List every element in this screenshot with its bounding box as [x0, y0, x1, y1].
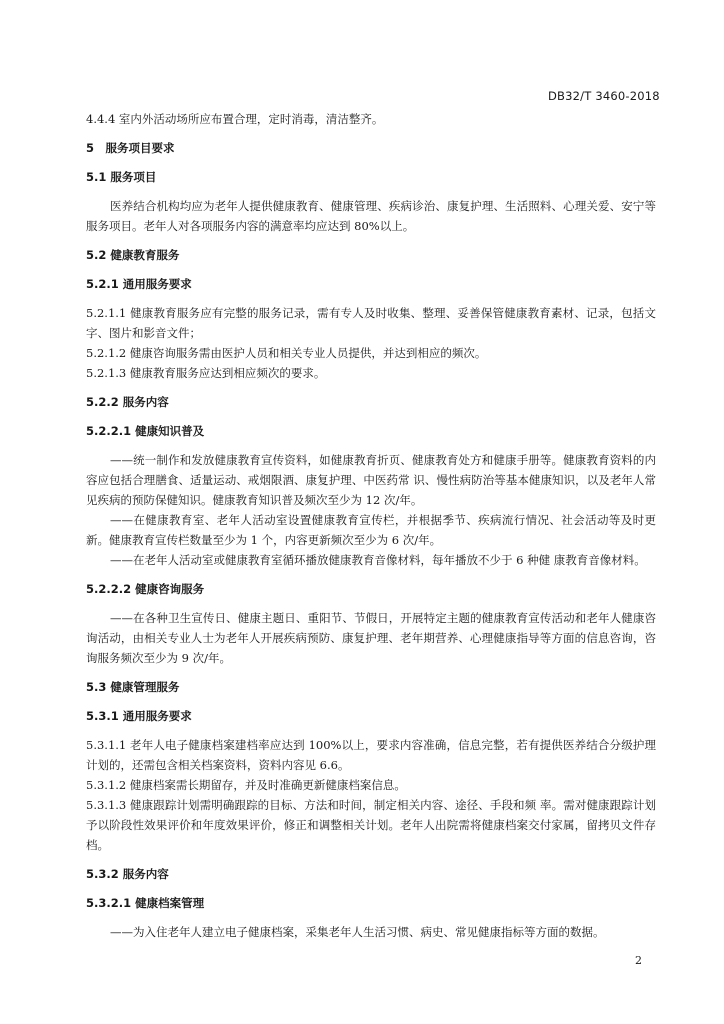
list-item-bulletin-board: ——在健康教育室、老年人活动室设置健康教育宣传栏，并根据季节、疾病流行情况、社会活动等及时更新。健康教育宣传栏数量至少为 1 个，内容更新频次至少为 6 次/年。: [86, 513, 656, 547]
section-heading-5-1: 5.1 服务项目: [86, 170, 157, 184]
paragraph-5-2-1-3: 5.2.1.3 健康教育服务应达到相应频次的要求。: [86, 366, 326, 380]
document-body: [86, 109, 656, 942]
section-heading-5-2-2: 5.2.2 服务内容: [86, 395, 169, 409]
paragraph-5-3-1-1: 5.3.1.1 老年人电子健康档案建档率应达到 100%以上，要求内容准确，信息完整，若有提供医养结合分级护理计划的，还需包含相关档案资料，资料内容见 6.6。: [86, 738, 656, 772]
paragraph-5-2-1-1: 5.2.1.1 健康教育服务应有完整的服务记录，需有专人及时收集、整理、妥善保管健康教育素材、记录，包括文字、图片和影音文件；: [86, 306, 656, 340]
page-number: 2: [635, 954, 642, 967]
section-heading-5-3-2: 5.3.2 服务内容: [86, 867, 169, 881]
list-item-audio-video: ——在老年人活动室或健康教育室循环播放健康教育音像材料，每年播放不少于 6 种健 康教育音像材料。: [110, 553, 646, 567]
section-heading-5: 5 服务项目要求: [86, 141, 175, 155]
paragraph-5-1: 医养结合机构均应为老年人提供健康教育、健康管理、疾病诊治、康复护理、生活照料、心理关爱、安宁等服务项目。老年人对各项服务内容的满意率均应达到 80%以上。: [86, 199, 656, 233]
list-item-health-materials: ——统一制作和发放健康教育宣传资料，如健康教育折页、健康教育处方和健康手册等。健康教育资料的内容应包括合理膳食、适量运动、戒烟限酒、康复护理、中医药常 识、慢性病防治等基本健康知识，以及老年人常见疾病的预防保健知识。健康教育知识普及频次至少为 12 次/年。: [86, 453, 656, 507]
section-heading-5-2: 5.2 健康教育服务: [86, 248, 180, 262]
list-item-health-records: ——为入住老年人建立电子健康档案，采集老年人生活习惯、病史、常见健康指标等方面的数据。: [110, 925, 605, 939]
section-heading-5-3-2-1: 5.3.2.1 健康档案管理: [86, 896, 205, 910]
paragraph-4-4-4: 4.4.4 室内外活动场所应布置合理，定时消毒，清洁整齐。: [86, 112, 384, 126]
section-heading-5-3-1: 5.3.1 通用服务要求: [86, 709, 192, 723]
list-item-consultation: ——在各种卫生宣传日、健康主题日、重阳节、节假日，开展特定主题的健康教育宣传活动和老年人健康咨询活动，由相关专业人士为老年人开展疾病预防、康复护理、老年期营养、心理健康指导等方面的信息咨询，咨询服务频次至少为 9 次/年。: [86, 611, 656, 665]
paragraph-5-2-1-2: 5.2.1.2 健康咨询服务需由医护人员和相关专业人员提供，并达到相应的频次。: [86, 346, 487, 360]
section-heading-5-2-1: 5.2.1 通用服务要求: [86, 277, 192, 291]
section-heading-5-2-2-1: 5.2.2.1 健康知识普及: [86, 424, 205, 438]
section-heading-5-2-2-2: 5.2.2.2 健康咨询服务: [86, 582, 205, 596]
paragraph-5-3-1-2: 5.3.1.2 健康档案需长期留存，并及时准确更新健康档案信息。: [86, 778, 406, 792]
document-code: DB32/T 3460-2018: [548, 89, 660, 103]
paragraph-5-3-1-3: 5.3.1.3 健康跟踪计划需明确跟踪的目标、方法和时间，制定相关内容、途径、手段和频 率。需对健康跟踪计划予以阶段性效果评价和年度效果评价，修正和调整相关计划。老年人出院需将健康档案交付家属，留拷贝文件存档。: [86, 798, 656, 852]
section-heading-5-3: 5.3 健康管理服务: [86, 680, 180, 694]
